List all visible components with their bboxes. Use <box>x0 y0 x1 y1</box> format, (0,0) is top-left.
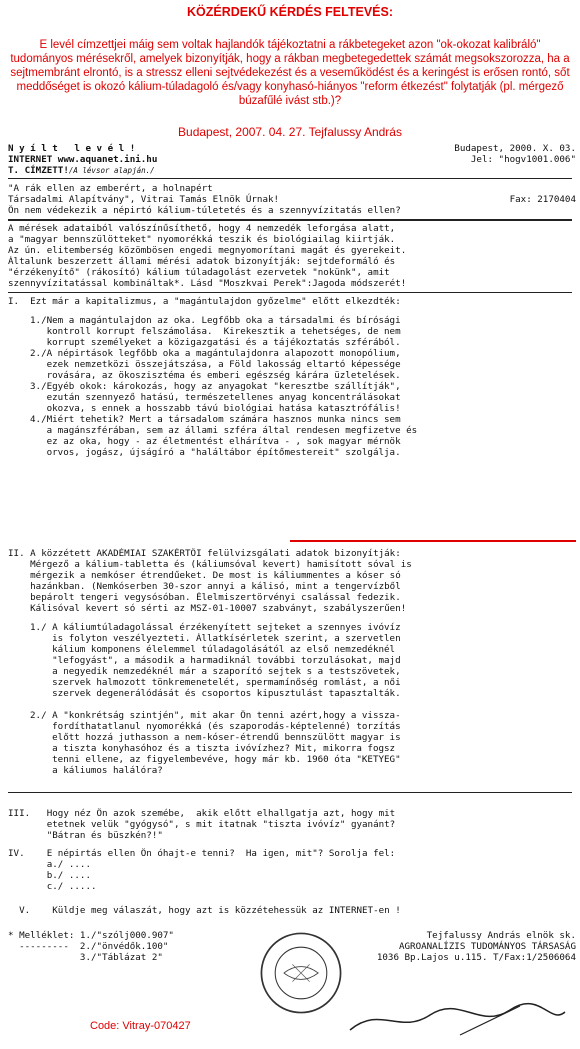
text-line: a tiszta konyhasóhoz és a tiszta ivóvízhez? Mit, mikorra fogsz <box>30 743 396 754</box>
text-line: ezután szennyező hatású, természetellenes anyag koncentrálásokat <box>30 392 401 403</box>
header-signature: Budapest, 2007. 04. 27. Tejfalussy András <box>178 125 402 139</box>
text-line: A mérések adataiból valószínűsíthető, hogy 4 nemzedék leforgása alatt, <box>8 223 396 234</box>
section-3 <box>8 808 576 841</box>
recipient-fax: Fax: 2170404 <box>509 194 576 205</box>
addressee-note: /A lévsor alapján./ <box>68 166 155 175</box>
section-4 <box>8 848 576 892</box>
header-question: E levél címzettjei máig sem voltak hajlandók tájékoztatni a rákbetegeket azon "ok-okozat kalibráló" tudományos mérésekről, amelyek bizonyítják, hogy a rákban megbetegedettek számát megsokszorozza, ha a sejtmembránt elrontó, is a stressz elleni sejtvédekezést és a veseműködést és a keringést is erősen rontó, sőt meddőséget is okozó kálium-túladagoló és/vagy konyhasó-hiányos "reform étkezést" folytatják (pl. mérgező búzafűlé ivást stb.)? <box>10 39 570 107</box>
divider <box>8 292 572 293</box>
handwritten-signature <box>340 1000 570 1040</box>
subject-line: Ön nem védekezik a népirtó kálium-túletetés és a szennyvízitatás ellen? <box>8 205 401 216</box>
text-line: Kálisóval kevert só sérti az MSZ-01-10007 szabványt, szabályszerűen! <box>8 603 407 614</box>
text-line: a negyedik nemzedéknél már a szaporító sejtek s a testszövetek, <box>30 666 401 677</box>
text-line: "Bátran és büszkén?!" <box>8 830 163 841</box>
attachment-line: --------- 2./"önvédők.100" <box>8 941 169 952</box>
round-stamp <box>258 930 344 1016</box>
letter-type: N y í l t l e v é l ! <box>8 143 136 154</box>
text-line: kontroll korrupt felszámolása. Kirekesztik a tehetséges, de nem <box>30 326 401 337</box>
text-line: fordíthatatlanul nyomorékká (és szaporodás-képtelenné) torzítás <box>30 721 401 732</box>
text-line: V. Küldje meg válaszát, hogy azt is közzétehessük az INTERNET-en ! <box>8 905 401 916</box>
text-line: a./ .... <box>8 859 91 870</box>
text-line: előtt hozzá juthasson a nem-kóser-étrendű bennszülött magyar is <box>30 732 401 743</box>
section-2-1 <box>8 622 576 699</box>
text-line: orvos, jogász, újságíró a "haláltábor építőmestereit" szolgálja. <box>30 447 401 458</box>
text-line: 4./Miért tehetik? Mert a társadalom számára hasznos munka nincs sem <box>30 414 401 425</box>
text-line: IV. E népirtás ellen Ön óhajt-e tenni? Ha igen, mit"? Sorolja fel: <box>8 848 396 859</box>
text-line: ezek nemzetközi összejátszása, a Föld lakosság eltartó képessége <box>30 359 401 370</box>
text-line: "érzékenyítő" (rákosító) kálium túladagolást ezervetek "nokünk", amit <box>8 267 390 278</box>
signer-address: 1036 Bp.Lajos u.115. T/Fax:1/2506064 <box>376 952 576 963</box>
text-line: bepárolt tengeri vegysósóban. Élelmiszertörvényi csalással fedezik. <box>8 592 401 603</box>
letter-date: Budapest, 2000. X. 03. <box>454 143 576 154</box>
page-title: KÖZÉRDEKŰ KÉRDÉS FELTEVÉS: <box>186 5 394 19</box>
text-line: b./ .... <box>8 870 91 881</box>
text-line: hazánkban. (Nemkóserben 30-szor annyi a kálisó, mint a tengervízből <box>8 581 401 592</box>
text-line: III. Hogy néz Ön azok szemébe, akik előtt elhallgatja azt, hogy mit <box>8 808 396 819</box>
text-line: a káliumos halálóra? <box>30 765 163 776</box>
red-underline <box>290 540 576 542</box>
text-line: 2./ A "konkrétság szintjén", mit akar Ön tenni azért,hogy a vissza- <box>30 710 401 721</box>
text-line: ez az oka, hogy - az életmentést elhárítva - , sok magyar mérnök <box>30 436 401 447</box>
text-line: Általunk beszerzett állami mérési adatok bizonyítják: sejtdeformáló és <box>8 256 396 267</box>
text-line: korrupt személyeket a közigazgatási és a tájékoztatás szférából. <box>30 337 401 348</box>
text-line: szervek halmozott tönkremenetelét, spermamínőség romlást, a női <box>30 677 401 688</box>
text-line: Az ún. elitemberség közömbösen engedi megnyomorítani magát és gyerekeit. <box>8 245 407 256</box>
text-line: szennyvízitatással kombináltak*. Lásd "Moszkvai Perek":Jagoda módszerét! <box>8 278 407 289</box>
text-line: a magánszférában, sem az állami szféra által rendesen megfizetve és <box>30 425 418 436</box>
text-line: 2./A népirtások legfőbb oka a magántulajdonra alapozott monopólium, <box>30 348 401 359</box>
signer-org: AGROANALÍZIS TUDOMÁNYOS TÁRSASÁG <box>398 941 576 952</box>
section-1 <box>8 296 576 458</box>
document-code: Code: Vitray-070427 <box>90 1020 191 1032</box>
letter-addressee: T. CÍMZETT! <box>8 165 69 176</box>
section-2 <box>8 548 576 614</box>
letter-website: INTERNET www.aquanet.ini.hu <box>8 154 158 165</box>
recipient-line-2: Társadalmi Alapítvány", Vitrai Tamás Elnök Úrnak! <box>8 194 280 205</box>
text-line: c./ ..... <box>8 881 97 892</box>
divider <box>8 792 572 793</box>
attachment-line: * Melléklet: 1./"szólj000.907" <box>8 930 174 941</box>
text-line: tenni ellene, az figyelembevéve, hogy már kb. 1960 óta "KETYEG" <box>30 754 401 765</box>
text-line: etetnek velük "gyógysó", s mit itatnak "tiszta ivóvíz" gyanánt? <box>8 819 396 830</box>
divider <box>8 178 572 179</box>
attachment-line: 3./"Táblázat 2" <box>8 952 163 963</box>
text-line: Mérgező a kálium-tabletta és (káliumsóval kevert) hamisított sóval is <box>8 559 412 570</box>
text-line: szervek degenerálódását és csoportos kipusztulást tapasztalták. <box>30 688 401 699</box>
recipient-box <box>8 183 576 216</box>
text-line: 3./Egyéb okok: károkozás, hogy az anyagokat "keresztbe szállítják", <box>30 381 401 392</box>
text-line: rovására, az ökoszisztéma és emberi egészség kárára üzletelések. <box>30 370 401 381</box>
divider <box>8 219 572 221</box>
signer-name: Tejfalussy András elnök sk. <box>426 930 576 941</box>
recipient-line-1: "A rák ellen az emberért, a holnapért <box>8 183 213 194</box>
letter-heading <box>8 143 576 176</box>
section-1-title: I. Ezt már a kapitalizmus, a "magántulajdon győzelme" előtt elkezdték: <box>8 296 401 307</box>
text-line: a "magyar bennszülötteket" nyomorékká teszik és biológiailag kiirtják. <box>8 234 396 245</box>
text-line: mérgezik a nemkóser étrendűeket. De most is káliummentes a kóser só <box>8 570 401 581</box>
intro-paragraph <box>8 223 576 289</box>
text-line: is folyton veszélyezteti. Állatkísérletek szerint, a szervetlen <box>30 633 401 644</box>
text-line: okozva, s ennek a hosszabb távú biológiai hatása katasztrófális! <box>30 403 401 414</box>
letter-ref: Jel: "hogv1001.006" <box>470 154 576 165</box>
text-line: 1./Nem a magántulajdon az oka. Legfőbb oka a társadalmi és bírósági <box>30 315 401 326</box>
text-line: 1./ A káliumtúladagolással érzékenyített sejteket a szennyes ivóvíz <box>30 622 401 633</box>
text-line: II. A közzétett AKADÉMIAI SZAKÉRTŐI felülvizsgálati adatok bizonyítják: <box>8 548 401 559</box>
text-line: "lefogyást", a második a harmadiknál további torzulásokat, majd <box>30 655 401 666</box>
section-5 <box>8 905 576 916</box>
text-line: kálium komponens élelemmel túladagolásától az első nemzedéknél <box>30 644 396 655</box>
section-2-2 <box>8 710 576 776</box>
